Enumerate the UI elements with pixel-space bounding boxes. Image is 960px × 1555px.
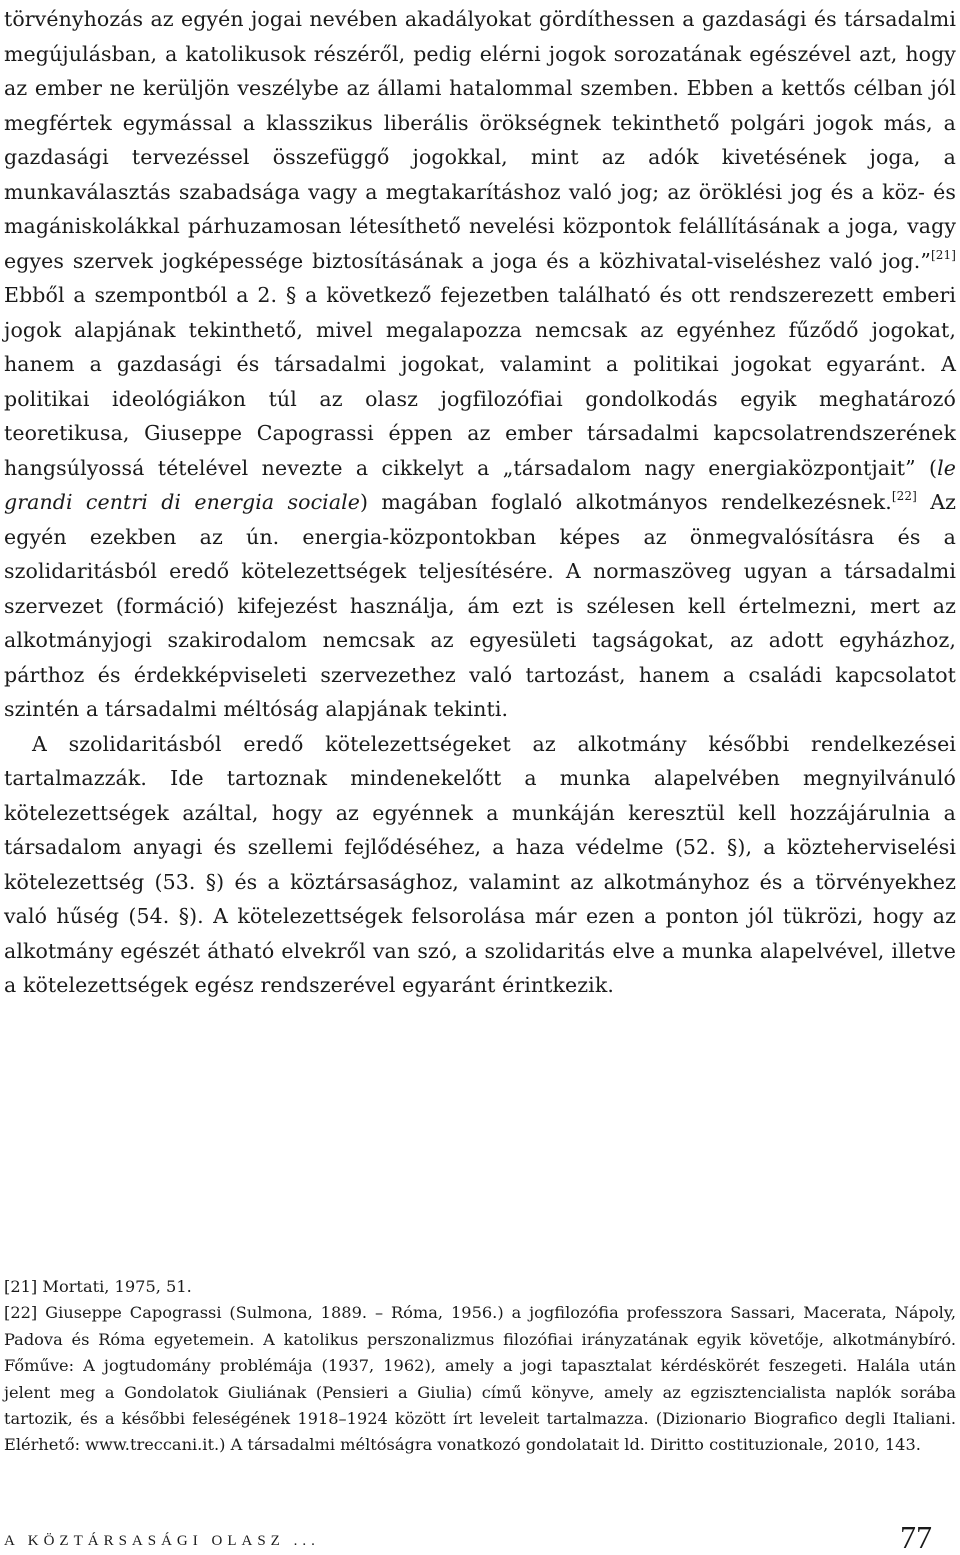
paragraph-2: A szolidaritásból eredő kötelezettségeket az alkotmány későbbi rendelkezései tartalmazzák. Ide tartoznak mindenekelőtt a munka alapelvében megnyilvánuló kötelezettségek azáltal, hogy az egyénnek a munkáján keresztül kell hozzájárulnia a társadalom anyagi és szellemi fejlődéséhez, a haza védelme (52. §), a közteherviselési kötelezettség (53. §) és a köztársasághoz, valamint az alkotmányhoz és a törvényekhez való hűség (54. §). A kötelezettségek felsorolása már ezen a ponton jól tükrözi, hogy az alkotmány egészét átható elvekről van szó, a szolidaritás elve a munka alapelvével, illetve a kötelezettségek egész rendszerével egyaránt érintkezik.	[4, 731, 956, 997]
footnotes	[4, 1274, 956, 1459]
footnote-ref-22[interactable]: [22]	[891, 489, 917, 503]
paragraph-1-text-3: ) magában foglaló alkotmányos rendelkezésnek.	[360, 490, 892, 514]
main-text	[4, 2, 956, 1003]
page-number: 77	[900, 1519, 932, 1555]
paragraph-1-text-4: Az egyén ezekben az ún. energia-központokban képes az önmegvalósításra és a szolidaritásból eredő kötelezettségek teljesítésére. A normaszöveg ugyan a társadalmi szervezet (formáció) kifejezést használja, ám ezt is szélesen kell értelmezni, mert az alkotmányjogi szakirodalom nemcsak az egyesületi tagságokat, az adott egyházhoz, párthoz és érdekképviseleti szervezethez való tartozást, hanem a családi kapcsolatot szintén a társadalmi méltóság alapjának tekinti.	[4, 490, 956, 721]
italic-quote: le grandi centri di energia sociale	[4, 455, 956, 514]
footnote-21: [21] Mortati, 1975, 51.	[4, 1277, 192, 1296]
paragraph-1-text-1: törvényhozás az egyén jogai nevében akadályokat gördíthessen a gazdasági és társadalmi megújulásban, a katolikusok részéről, pedig elérni jogok sorozatának egészével azt, hogy az ember ne kerüljön veszélybe az állami hatalommal szemben. Ebben a kettős célban jól megfértek egymással a klasszikus liberális örökségnek tekinthető polgári jogok más, a gazdasági tervezéssel összefüggő jogokkal, mint az adók kivetésének joga, a munkaválasztás szabadsága vagy a megtakarításhoz való jog; az öröklési jog és a köz- és magániskolákkal párhuzamosan létesíthető nevelési központok felállításának a joga, vagy egyes szervek jogképessége biztosításának a joga és a közhivatal-viseléshez való jog.”	[4, 7, 956, 273]
page-footer	[4, 1520, 932, 1554]
running-title: A KÖZTÁRSASÁGI OLASZ ...	[4, 1533, 320, 1549]
paragraph-1-text-2: Ebből a szempontból a 2. § a következő fejezetben található és ott rendszerezett emberi jogok alapjának tekinthető, mivel megalapozza nemcsak az egyénhez fűződő jogokat, hanem a gazdasági és társadalmi jogokat, valamint a politikai jogokat egyaránt. A politikai ideológiákon túl az olasz jogfilozófiai gondolkodás egyik meghatározó teoretikusa, Giuseppe Capograssi éppen az ember társadalmi kapcsolatrendszerének hangsúlyossá tételével nevezte a cikkelyt a „társadalom nagy energiaközpontjait” (	[4, 283, 956, 480]
paragraph-1	[4, 2, 956, 727]
footnote-ref-21[interactable]: [21]	[930, 247, 956, 262]
footnote-22: [22] Giuseppe Capograssi (Sulmona, 1889. – Róma, 1956.) a jogfilozófia professzora Sassari, Macerata, Nápoly, Padova és Róma egyetemein. A katolikus perszonalizmus filozófiai irányzatának egyik követője, alkotmánybíró. Főműve: A jogtudomány problémája (1937, 1962), amely a jogi tapasztalat kérdéskörét feszegeti. Halála után jelent meg a Gondolatok Giuliának (Pensieri a Giulia) című könyve, amely az egzisztencialista naplók sorába tartozik, és a későbbi feleségének 1918–1924 között írt leveleit tartalmazza. (Dizionario Biografico degli Italiani. Elérhető: www.treccani.it.) A társadalmi méltóságra vonatkozó gondolatait ld. Diritto costituzionale, 2010, 143.	[4, 1303, 956, 1455]
